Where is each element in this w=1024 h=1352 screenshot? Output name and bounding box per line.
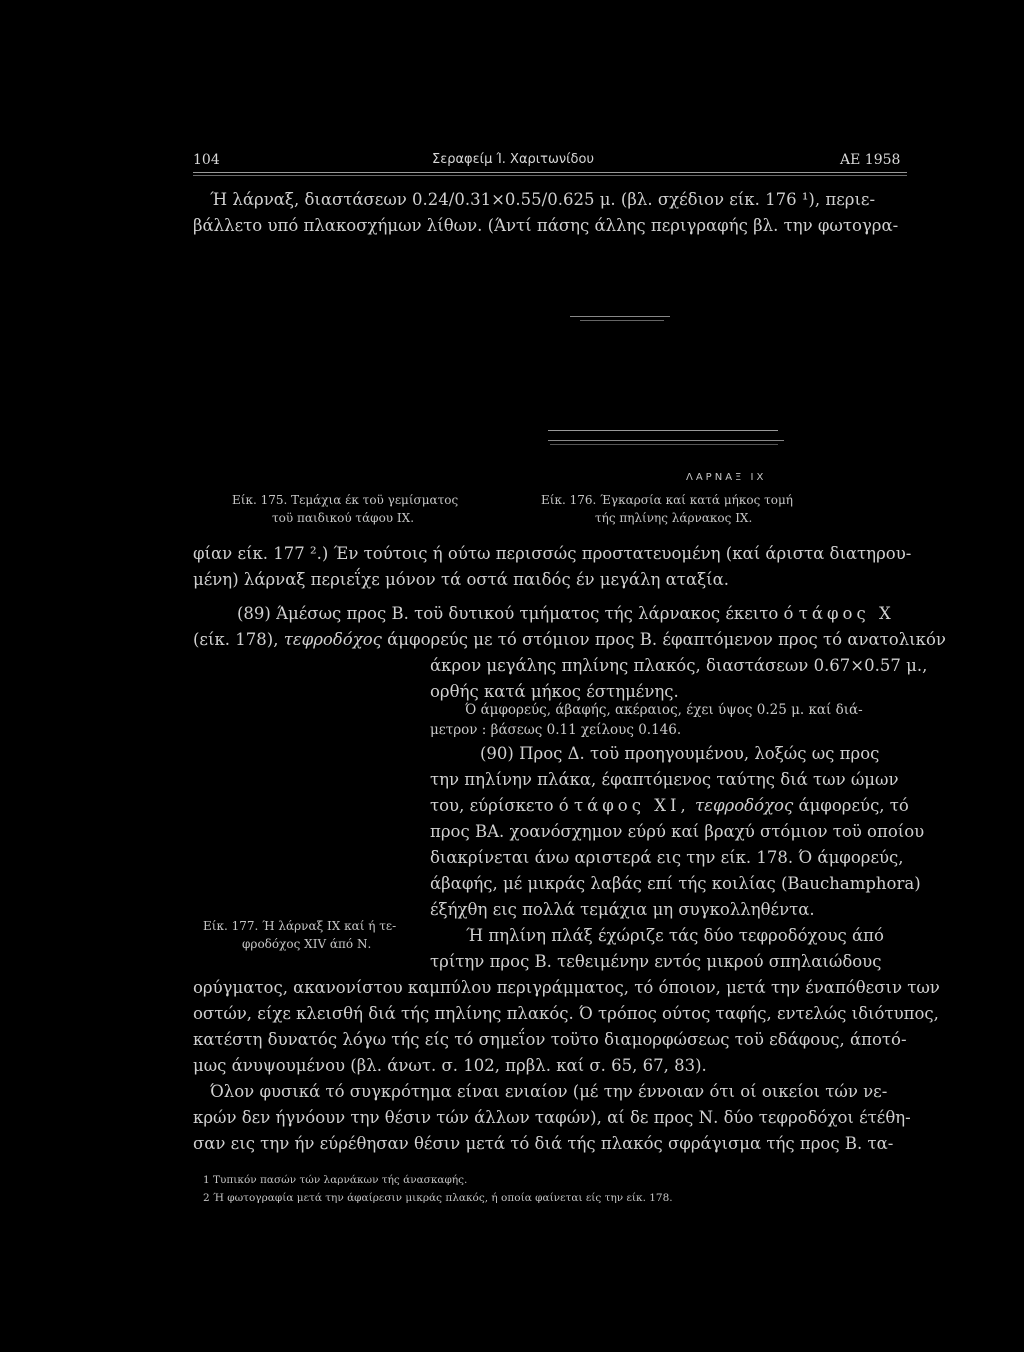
para1-line-2: μένη) λάρναξ περιεΐχε μόνον τά οστά παιδός έν μεγάλη αταξία.: [193, 570, 730, 589]
para3-line-4: προς ΒΑ. χοανόσχημον εύρύ καί βραχύ στόμιον τοϋ οποίου: [430, 822, 925, 841]
para2-line-2c: άμφορεύς με τό στόμιον προς Β. έφαπτόμενον προς τό ανατολικόν: [387, 630, 946, 649]
fig176-caption-1: Είκ. 176. Έγκαρσία καί κατά μήκος τομή: [541, 493, 793, 507]
para2-line-2: [193, 626, 946, 654]
running-head-journal: ΑΕ 1958: [840, 152, 901, 168]
fig176-caption-2: τής πηλίνης λάρνακος IX.: [595, 511, 753, 525]
para3-line-3: [430, 792, 909, 820]
fig177-caption-2: φροδόχος XIV άπό Ν.: [242, 937, 372, 951]
footnote-2: 2 Ή φωτογραφία μετά την άφαίρεσιν μικράς πλακός, ή οποία φαίνεται είς την είκ. 178.: [203, 1192, 673, 1204]
para2-note-1: Ό άμφορεύς, άβαφής, ακέραιος, έχει ύψος 0.25 μ. καί διά-: [465, 702, 863, 718]
para3-line-3d: άμφορεύς, τό: [798, 796, 909, 815]
para5-line-3: σαν εις την ήν εύρέθησαν θέσιν μετά τό διά τής πλακός σφράγισμα τής προς Β. τα-: [193, 1134, 894, 1153]
intro-line-1: Ή λάρναξ, διαστάσεων 0.24/0.31×0.55/0.625 μ. (βλ. σχέδιον είκ. 176 ¹), περιε-: [210, 190, 876, 209]
para4-line-5: κατέστη δυνατός λόγω τής είς τό σημεΐον τοϋτο διαμορφώσεως τοϋ εδάφους, άποτό-: [193, 1030, 907, 1049]
para3-line-6: άβαφής, μέ μικράς λαβάς επί τής κοιλίας (Bauchamphora): [430, 874, 921, 893]
section-drawing-line-top-2: [580, 320, 664, 321]
running-head-author: Σεραφείμ Ί. Χαριτωνίδου: [432, 152, 594, 167]
section-drawing-line-1: [548, 430, 778, 431]
intro-line-2: βάλλετο υπό πλακοσχήμων λίθων. (Άντί πάσης άλλης περιγραφής βλ. την φωτογρα-: [193, 216, 899, 235]
para3-line-5: διακρίνεται άνω αριστερά εις την είκ. 178. Ό άμφορεύς,: [430, 848, 904, 867]
para4-line-4: οστών, είχε κλεισθή διά τής πηλίνης πλακός. Ό τρόπος ούτος ταφής, εντελώς ιδιότυπος,: [193, 1004, 939, 1023]
header-rule: [193, 172, 907, 173]
para2-line-2a: (είκ. 178),: [193, 630, 279, 649]
para2-line-3: άκρον μεγάλης πηλίνης πλακός, διαστάσεων 0.67×0.57 μ.,: [430, 656, 928, 675]
para1-line-1: φίαν είκ. 177 ².) Έν τούτοις ή ούτω περισσώς προστατευομένη (καί άριστα διατηρου-: [193, 544, 912, 563]
page-number: 104: [193, 152, 220, 168]
para3-line-3c: τεφροδόχος: [694, 796, 794, 815]
para5-line-2: κρών δεν ήγνόουν την θέσιν τών άλλων ταφών), αί δε προς Ν. δύο τεφροδόχοι έτέθη-: [193, 1108, 911, 1127]
para4-line-2: τρίτην προς Β. τεθειμένην εντός μικρού σπηλαιώδους: [430, 952, 882, 971]
para2-line-2b: τεφροδόχος: [283, 630, 382, 649]
para2-line-4: ορθής κατά μήκος έστημένης.: [430, 682, 679, 701]
para2-line-1: [237, 600, 895, 628]
para3-line-2: την πηλίνην πλάκα, έφαπτόμενος ταύτης διά των ώμων: [430, 770, 899, 789]
footnote-1: 1 Τυπικόν πασών τών λαρνάκων τής άνασκαφής.: [203, 1174, 468, 1186]
fig175-caption-1: Είκ. 175. Τεμάχια έκ τοϋ γεμίσματος: [232, 493, 459, 507]
para4-line-6: μως άνυψουμένου (βλ. άνωτ. σ. 102, πρβλ. καί σ. 65, 67, 83).: [193, 1056, 707, 1075]
fig175-caption-2: τοϋ παιδικού τάφου IX.: [272, 511, 415, 525]
para4-line-3: ορύγματος, ακανονίστου καμπύλου περιγράμματος, τό όποιον, μετά την έναπόθεσιν των: [193, 978, 940, 997]
drawing-label: ΛΑΡΝΑΞ IX: [686, 472, 767, 483]
para2-line-1a: (89) Άμέσως προς Β. τοϋ δυτικού τμήματος τής λάρνακος έκειτο ό: [237, 604, 794, 623]
para2-tomb-x: τάφος X: [798, 604, 895, 623]
para3-line-7: έξήχθη εις πολλά τεμάχια μη συγκολληθέντα.: [430, 900, 815, 919]
para4-line-1: Ή πηλίνη πλάξ έχώριζε τάς δύο τεφροδόχους άπό: [466, 926, 884, 945]
para3-line-1: (90) Προς Δ. τοϋ προηγουμένου, λοξώς ως προς: [480, 744, 880, 763]
para3-tomb-xi: τάφος XI,: [573, 796, 690, 815]
section-drawing-line-3: [550, 444, 778, 445]
header-rule-2: [193, 175, 907, 176]
section-drawing-line-2: [548, 440, 784, 441]
para2-note-2: μετρον : βάσεως 0.11 χείλους 0.146.: [430, 722, 682, 738]
fig177-caption-1: Είκ. 177. Ή λάρναξ IX καί ή τε-: [203, 919, 397, 933]
section-drawing-line-top: [570, 316, 670, 317]
para5-line-1: Όλον φυσικά τό συγκρότημα είναι ενιαίον (μέ την έννοιαν ότι οί οικείοι τών νε-: [210, 1082, 888, 1101]
para3-line-3a: του, εύρίσκετο ό: [430, 796, 569, 815]
